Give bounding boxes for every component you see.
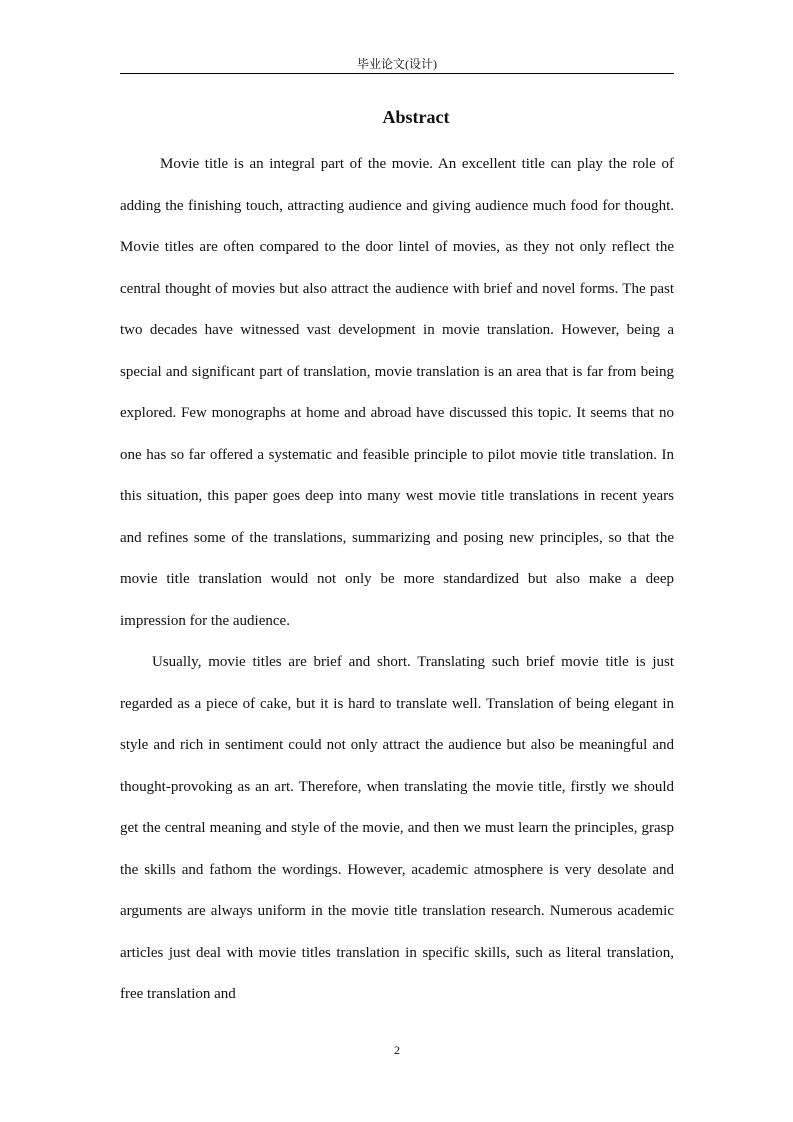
abstract-paragraph-2: Usually, movie titles are brief and short. Translating such brief movie title is just regarded as a piece of cake, but it is hard to translate well. Translation of being elegant in style and rich in sentiment could not only attract the audience but also be meaningful and thought-provoking as an art. Therefore, when translating the movie title, firstly we should get the central meaning and style of the movie, and then we must learn the principles, grasp the skills and fathom the wordings. However, academic atmosphere is very desolate and arguments are always uniform in the movie title translation research. Numerous academic articles just deal with movie titles translation in specific skills, such as literal translation, free translation and [120, 654, 674, 1002]
page-header: 毕业论文(设计) [357, 57, 437, 71]
page-title: Abstract [382, 107, 450, 127]
abstract-paragraph-1: Movie title is an integral part of the movie. An excellent title can play the role of adding the finishing touch, attracting audience and giving audience much food for thought. Movie titles are often compared to the door lintel of movies, as they not only reflect the central thought of movies but also attract the audience with brief and novel forms. The past two decades have witnessed vast development in movie translation. However, being a special and significant part of translation, movie translation is an area that is far from being explored. Few monographs at home and abroad have discussed this topic. It seems that no one has so far offered a systematic and feasible principle to pilot movie title translation. In this situation, this paper goes deep into many west movie title translations in recent years and refines some of the translations, summarizing and posing new principles, so that the movie title translation would not only be more standardized but also make a deep impression for the audience. [120, 156, 674, 629]
abstract-body [120, 144, 674, 1016]
header-rule [120, 73, 674, 74]
page-number: 2 [394, 1043, 400, 1057]
